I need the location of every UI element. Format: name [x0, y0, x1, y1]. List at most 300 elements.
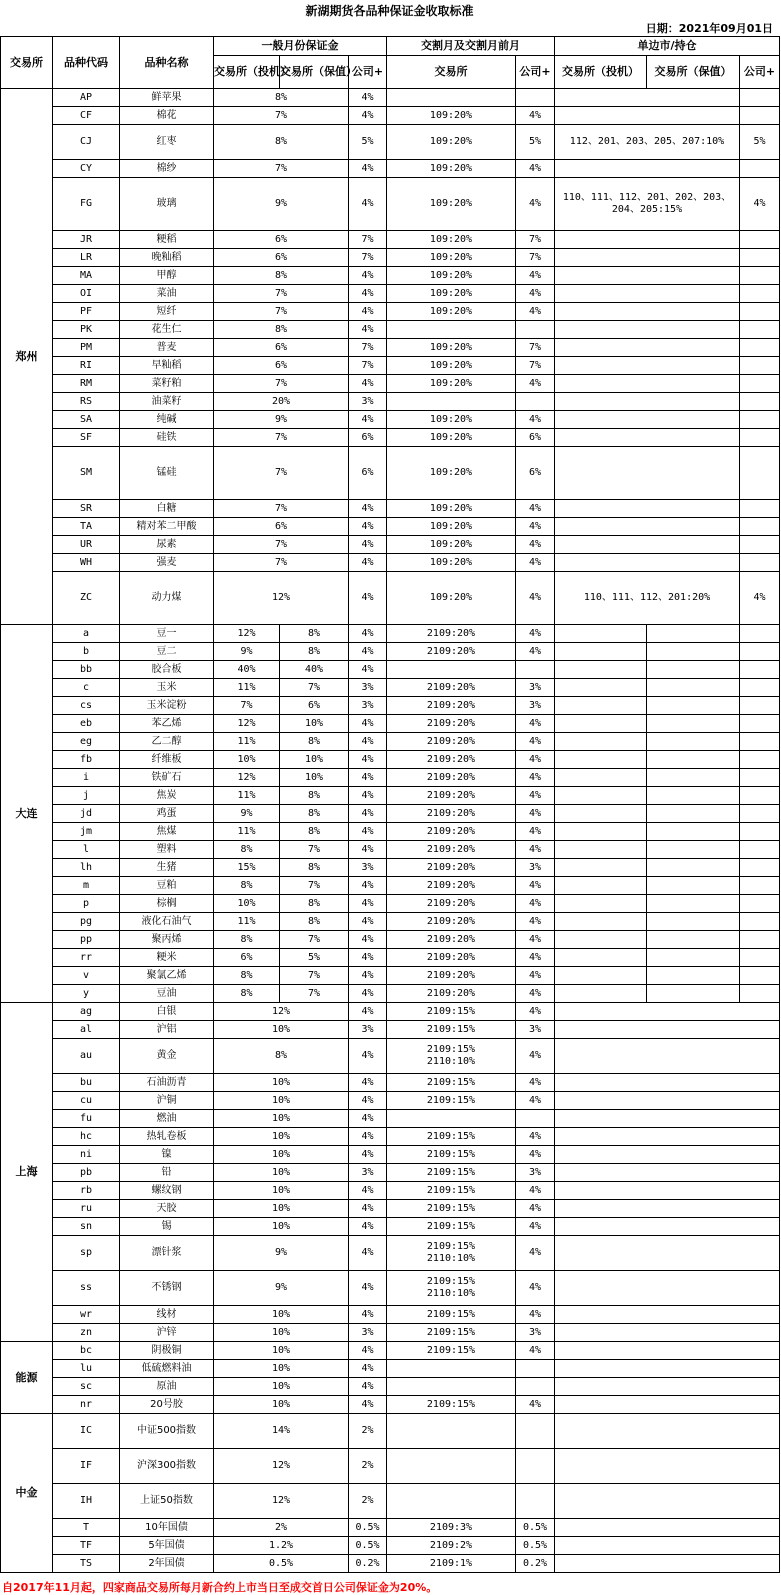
delivery-margin	[387, 518, 516, 536]
product-name: 花生仁	[120, 321, 214, 339]
one-sided-company	[740, 536, 780, 554]
table-row	[1, 285, 780, 303]
hedge-margin: 8%	[280, 823, 349, 841]
one-sided-company	[740, 285, 780, 303]
one-sided-margin	[555, 89, 740, 107]
table-row	[1, 1271, 780, 1306]
spec-margin: 12%	[214, 572, 349, 625]
product-name: 白银	[120, 1003, 214, 1021]
delivery-line: 109:20%	[429, 467, 473, 478]
spec-margin: 9%	[214, 805, 280, 823]
delivery-company-plus: 3%	[516, 1021, 555, 1039]
delivery-margin	[387, 949, 516, 967]
hedge-margin: 7%	[280, 967, 349, 985]
delivery-line: 2109:3%	[429, 1521, 473, 1533]
product-code: PM	[53, 339, 120, 357]
one-sided-spec	[555, 913, 647, 931]
one-sided-margin: 112、201、203、205、207:10%	[555, 125, 740, 160]
col-side-spec: 交易所（投机）	[555, 56, 647, 89]
spec-margin: 6%	[214, 231, 349, 249]
product-code: JR	[53, 231, 120, 249]
one-sided-company	[740, 697, 780, 715]
delivery-line: 2109:20%	[426, 951, 476, 963]
delivery-margin	[387, 823, 516, 841]
table-row	[1, 841, 780, 859]
product-code: cs	[53, 697, 120, 715]
one-sided-company: 5%	[740, 125, 780, 160]
one-sided-company	[740, 985, 780, 1003]
spec-margin: 7%	[214, 375, 349, 393]
one-sided-empty	[555, 1074, 780, 1092]
spec-margin: 10%	[214, 1146, 349, 1164]
product-code: SF	[53, 429, 120, 447]
product-code: ni	[53, 1146, 120, 1164]
col-side-company: 公司+	[740, 56, 780, 89]
one-sided-company	[740, 303, 780, 321]
delivery-company-plus: 6%	[516, 447, 555, 500]
one-sided-spec	[555, 949, 647, 967]
delivery-line: 2109:15%	[426, 1241, 476, 1252]
product-code: rr	[53, 949, 120, 967]
delivery-company-plus	[516, 661, 555, 679]
one-sided-spec	[555, 625, 647, 643]
spec-margin: 6%	[214, 949, 280, 967]
exchange-label: 能源	[1, 1342, 53, 1414]
delivery-company-plus: 4%	[516, 1039, 555, 1074]
delivery-margin	[387, 661, 516, 679]
spec-margin: 8%	[214, 967, 280, 985]
delivery-line: 2109:15%	[426, 1023, 476, 1035]
col-general-margin: 一般月份保证金	[214, 37, 387, 56]
spec-margin: 8%	[214, 1039, 349, 1074]
product-code: RM	[53, 375, 120, 393]
delivery-margin	[387, 913, 516, 931]
spec-margin: 7%	[214, 500, 349, 518]
company-plus: 4%	[349, 643, 387, 661]
product-code: pp	[53, 931, 120, 949]
spec-margin: 6%	[214, 339, 349, 357]
table-row	[1, 107, 780, 125]
product-code: CY	[53, 160, 120, 178]
delivery-company-plus: 4%	[516, 841, 555, 859]
product-code: wr	[53, 1306, 120, 1324]
one-sided-empty	[555, 1271, 780, 1306]
delivery-line: 109:20%	[429, 162, 473, 174]
table-row	[1, 231, 780, 249]
product-code: CF	[53, 107, 120, 125]
table-row	[1, 1164, 780, 1182]
one-sided-empty	[555, 1414, 780, 1449]
hedge-margin: 8%	[280, 805, 349, 823]
product-name: 天胶	[120, 1200, 214, 1218]
delivery-line: 2109:20%	[426, 681, 476, 693]
company-plus: 4%	[349, 1306, 387, 1324]
delivery-margin	[387, 985, 516, 1003]
one-sided-empty	[555, 1378, 780, 1396]
product-name: 鸡蛋	[120, 805, 214, 823]
col-delivery-month: 交割月及交割月前月	[387, 37, 555, 56]
one-sided-empty	[555, 1396, 780, 1414]
delivery-company-plus: 4%	[516, 285, 555, 303]
table-row	[1, 1396, 780, 1414]
delivery-company-plus: 4%	[516, 895, 555, 913]
one-sided-company	[740, 643, 780, 661]
product-name: 粳米	[120, 949, 214, 967]
one-sided-empty	[555, 1200, 780, 1218]
spec-margin: 12%	[214, 1449, 349, 1484]
delivery-company-plus: 3%	[516, 1164, 555, 1182]
product-name: 10年国债	[120, 1519, 214, 1537]
company-plus: 4%	[349, 931, 387, 949]
product-name: 豆一	[120, 625, 214, 643]
company-plus: 4%	[349, 1200, 387, 1218]
company-plus: 4%	[349, 518, 387, 536]
one-sided-company	[740, 769, 780, 787]
table-row	[1, 1218, 780, 1236]
table-row	[1, 125, 780, 160]
product-name: 螺纹钢	[120, 1182, 214, 1200]
product-code: sn	[53, 1218, 120, 1236]
one-sided-hedge	[647, 751, 740, 769]
spec-margin: 8%	[214, 267, 349, 285]
delivery-line: 109:20%	[429, 233, 473, 245]
one-sided-margin	[555, 249, 740, 267]
company-plus: 0.2%	[349, 1555, 387, 1573]
product-name: 豆油	[120, 985, 214, 1003]
one-sided-company	[740, 751, 780, 769]
product-name: 2年国债	[120, 1555, 214, 1573]
product-code: UR	[53, 536, 120, 554]
one-sided-company	[740, 411, 780, 429]
delivery-margin	[387, 967, 516, 985]
product-code: fb	[53, 751, 120, 769]
company-plus: 4%	[349, 1003, 387, 1021]
delivery-margin	[387, 1271, 516, 1306]
product-name: 铁矿石	[120, 769, 214, 787]
table-row	[1, 949, 780, 967]
one-sided-empty	[555, 1324, 780, 1342]
delivery-line: 2109:20%	[426, 735, 476, 747]
spec-margin: 10%	[214, 1218, 349, 1236]
product-name: 油菜籽	[120, 393, 214, 411]
delivery-line: 2109:20%	[426, 789, 476, 801]
one-sided-hedge	[647, 805, 740, 823]
delivery-margin	[387, 393, 516, 411]
spec-margin: 6%	[214, 357, 349, 375]
hedge-margin: 8%	[280, 625, 349, 643]
delivery-company-plus: 4%	[516, 1092, 555, 1110]
delivery-margin	[387, 1484, 516, 1519]
one-sided-company	[740, 429, 780, 447]
product-code: FG	[53, 178, 120, 231]
product-name: 沪铝	[120, 1021, 214, 1039]
delivery-company-plus: 7%	[516, 357, 555, 375]
product-code: ru	[53, 1200, 120, 1218]
col-exchange: 交易所	[1, 37, 53, 89]
delivery-margin	[387, 1414, 516, 1449]
delivery-margin	[387, 339, 516, 357]
table-row	[1, 769, 780, 787]
company-plus: 4%	[349, 877, 387, 895]
delivery-company-plus: 7%	[516, 339, 555, 357]
company-plus: 4%	[349, 285, 387, 303]
delivery-margin	[387, 1110, 516, 1128]
one-sided-company	[740, 805, 780, 823]
spec-margin: 0.5%	[214, 1555, 349, 1573]
spec-margin: 6%	[214, 518, 349, 536]
delivery-margin	[387, 1021, 516, 1039]
one-sided-spec	[555, 751, 647, 769]
product-code: lh	[53, 859, 120, 877]
table-row	[1, 787, 780, 805]
hedge-margin: 5%	[280, 949, 349, 967]
delivery-company-plus: 4%	[516, 267, 555, 285]
delivery-margin	[387, 859, 516, 877]
spec-margin: 10%	[214, 1128, 349, 1146]
one-sided-company	[740, 625, 780, 643]
delivery-company-plus: 4%	[516, 1146, 555, 1164]
delivery-line: 2109:20%	[426, 753, 476, 765]
one-sided-hedge	[647, 931, 740, 949]
spec-margin: 10%	[214, 895, 280, 913]
delivery-margin	[387, 1449, 516, 1484]
spec-margin: 7%	[214, 554, 349, 572]
one-sided-company	[740, 375, 780, 393]
delivery-margin	[387, 500, 516, 518]
one-sided-company	[740, 554, 780, 572]
company-plus: 4%	[349, 733, 387, 751]
delivery-company-plus: 4%	[516, 643, 555, 661]
delivery-margin	[387, 447, 516, 500]
table-row	[1, 1360, 780, 1378]
product-name: 塑料	[120, 841, 214, 859]
one-sided-hedge	[647, 715, 740, 733]
one-sided-spec	[555, 787, 647, 805]
one-sided-company	[740, 733, 780, 751]
company-plus: 4%	[349, 1378, 387, 1396]
col-delivery-company: 公司+	[516, 56, 555, 89]
company-plus: 4%	[349, 267, 387, 285]
one-sided-company: 4%	[740, 572, 780, 625]
delivery-company-plus: 4%	[516, 1396, 555, 1414]
product-code: bc	[53, 1342, 120, 1360]
product-code: AP	[53, 89, 120, 107]
product-name: 硅铁	[120, 429, 214, 447]
table-row	[1, 931, 780, 949]
product-name: 菜籽粕	[120, 375, 214, 393]
delivery-company-plus: 4%	[516, 572, 555, 625]
delivery-company-plus: 4%	[516, 715, 555, 733]
product-name: 早籼稻	[120, 357, 214, 375]
delivery-margin	[387, 625, 516, 643]
one-sided-spec	[555, 715, 647, 733]
product-code: bu	[53, 1074, 120, 1092]
delivery-margin	[387, 178, 516, 231]
hedge-margin: 7%	[280, 931, 349, 949]
delivery-company-plus	[516, 393, 555, 411]
delivery-line: 109:20%	[429, 359, 473, 371]
delivery-margin	[387, 841, 516, 859]
product-name: 棉纱	[120, 160, 214, 178]
company-plus: 4%	[349, 751, 387, 769]
spec-margin: 9%	[214, 1271, 349, 1306]
one-sided-spec	[555, 985, 647, 1003]
delivery-margin	[387, 769, 516, 787]
delivery-line: 2109:20%	[426, 879, 476, 891]
delivery-margin	[387, 1378, 516, 1396]
delivery-company-plus: 4%	[516, 967, 555, 985]
table-row	[1, 733, 780, 751]
delivery-line: 2109:15%	[426, 1130, 476, 1142]
delivery-line: 2109:20%	[426, 627, 476, 639]
delivery-line: 109:20%	[429, 341, 473, 353]
delivery-company-plus: 4%	[516, 518, 555, 536]
col-company-plus: 公司+	[349, 56, 387, 89]
delivery-line: 109:20%	[429, 556, 473, 568]
product-name: 锡	[120, 1218, 214, 1236]
table-row	[1, 697, 780, 715]
product-code: fu	[53, 1110, 120, 1128]
one-sided-margin	[555, 303, 740, 321]
one-sided-margin	[555, 375, 740, 393]
spec-margin: 11%	[214, 679, 280, 697]
delivery-margin	[387, 1164, 516, 1182]
company-plus: 5%	[349, 125, 387, 160]
company-plus: 4%	[349, 1360, 387, 1378]
one-sided-spec	[555, 967, 647, 985]
delivery-company-plus: 4%	[516, 1128, 555, 1146]
spec-margin: 11%	[214, 733, 280, 751]
one-sided-margin	[555, 357, 740, 375]
company-plus: 4%	[349, 823, 387, 841]
delivery-company-plus: 4%	[516, 554, 555, 572]
delivery-margin	[387, 679, 516, 697]
product-name: 沪锌	[120, 1324, 214, 1342]
company-plus: 3%	[349, 1164, 387, 1182]
exchange-label: 上海	[1, 1003, 53, 1342]
table-row	[1, 1378, 780, 1396]
one-sided-margin	[555, 500, 740, 518]
delivery-line: 2109:20%	[426, 933, 476, 945]
delivery-margin	[387, 1236, 516, 1271]
company-plus: 4%	[349, 1092, 387, 1110]
product-name: 玉米淀粉	[120, 697, 214, 715]
delivery-company-plus	[516, 1360, 555, 1378]
one-sided-margin: 110、111、112、201:20%	[555, 572, 740, 625]
product-code: hc	[53, 1128, 120, 1146]
table-row	[1, 625, 780, 643]
product-code: ZC	[53, 572, 120, 625]
margin-table	[0, 36, 780, 1573]
delivery-company-plus: 0.5%	[516, 1519, 555, 1537]
product-name: 纯碱	[120, 411, 214, 429]
company-plus: 4%	[349, 769, 387, 787]
company-plus: 6%	[349, 429, 387, 447]
one-sided-company	[740, 859, 780, 877]
delivery-line: 2109:15%	[426, 1184, 476, 1196]
delivery-line: 2109:15%	[426, 1076, 476, 1088]
table-row	[1, 1039, 780, 1074]
delivery-margin	[387, 1074, 516, 1092]
table-row	[1, 339, 780, 357]
product-name: 不锈钢	[120, 1271, 214, 1306]
delivery-margin	[387, 285, 516, 303]
one-sided-spec	[555, 661, 647, 679]
table-row	[1, 429, 780, 447]
delivery-margin	[387, 572, 516, 625]
one-sided-empty	[555, 1003, 780, 1021]
company-plus: 4%	[349, 985, 387, 1003]
table-row	[1, 1484, 780, 1519]
delivery-line: 2109:20%	[426, 843, 476, 855]
product-name: 20号胶	[120, 1396, 214, 1414]
spec-margin: 9%	[214, 411, 349, 429]
table-row	[1, 1236, 780, 1271]
one-sided-empty	[555, 1360, 780, 1378]
delivery-line: 2109:20%	[426, 699, 476, 711]
product-code: nr	[53, 1396, 120, 1414]
one-sided-hedge	[647, 859, 740, 877]
delivery-margin	[387, 787, 516, 805]
delivery-margin	[387, 357, 516, 375]
spec-margin: 10%	[214, 1182, 349, 1200]
one-sided-hedge	[647, 679, 740, 697]
product-name: 生猪	[120, 859, 214, 877]
product-name: 晚籼稻	[120, 249, 214, 267]
delivery-margin	[387, 249, 516, 267]
spec-margin: 8%	[214, 931, 280, 949]
delivery-line: 2109:15%	[426, 1094, 476, 1106]
delivery-company-plus: 3%	[516, 697, 555, 715]
table-row	[1, 572, 780, 625]
spec-margin: 7%	[214, 697, 280, 715]
delivery-margin	[387, 1218, 516, 1236]
delivery-margin	[387, 321, 516, 339]
table-row	[1, 715, 780, 733]
spec-margin: 20%	[214, 393, 349, 411]
one-sided-spec	[555, 805, 647, 823]
delivery-line: 2109:20%	[426, 861, 476, 873]
delivery-company-plus: 4%	[516, 1182, 555, 1200]
product-code: rb	[53, 1182, 120, 1200]
table-row	[1, 303, 780, 321]
one-sided-hedge	[647, 913, 740, 931]
table-row	[1, 1092, 780, 1110]
spec-margin: 10%	[214, 1021, 349, 1039]
one-sided-empty	[555, 1537, 780, 1555]
product-name: 精对苯二甲酸	[120, 518, 214, 536]
delivery-company-plus: 4%	[516, 625, 555, 643]
one-sided-margin	[555, 321, 740, 339]
one-sided-margin	[555, 536, 740, 554]
delivery-line: 109:20%	[429, 136, 473, 147]
delivery-company-plus: 4%	[516, 751, 555, 769]
delivery-margin	[387, 1519, 516, 1537]
company-plus: 4%	[349, 1128, 387, 1146]
company-plus: 4%	[349, 967, 387, 985]
one-sided-company	[740, 447, 780, 500]
delivery-line: 109:20%	[429, 109, 473, 121]
company-plus: 4%	[349, 321, 387, 339]
delivery-company-plus: 5%	[516, 125, 555, 160]
table-row	[1, 500, 780, 518]
spec-margin: 12%	[214, 715, 280, 733]
table-row	[1, 1537, 780, 1555]
table-row	[1, 160, 780, 178]
spec-margin: 10%	[214, 1110, 349, 1128]
exchange-label: 大连	[1, 625, 53, 1003]
product-code: TA	[53, 518, 120, 536]
